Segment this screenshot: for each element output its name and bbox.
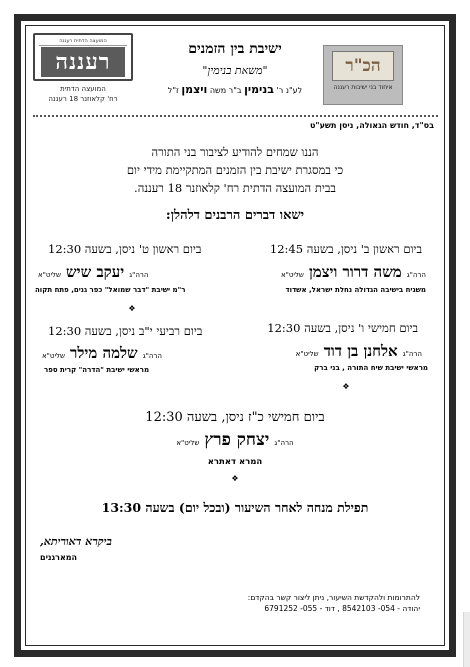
signature-organizers: המארגנים (40, 553, 78, 562)
lecture-4-where: מראשי ישיבת "הדרה" קרית ספר (44, 366, 150, 374)
intro-line-3: בבית המועצה הדתית רח' קלאוזנר 18 רעננה. (134, 181, 336, 195)
lectures-heading: ישאו דברים הרבנים דלהלן: (165, 208, 305, 223)
lecture-1-suffix: שליט"א (280, 271, 304, 279)
lecture-4-when: ביום רביעי י"ב ניסן, בשעה 12:30 (48, 324, 203, 338)
main-lecture-name: יצחק פרץ (204, 430, 270, 450)
diamond-ornament: ❖ (342, 382, 350, 391)
logo-plate-text: הכ"ר (332, 51, 394, 81)
logo-word: רעננה (41, 47, 125, 77)
lecture-3-suffix: שליט"א (295, 350, 319, 358)
lecture-2-speaker (38, 262, 228, 282)
lecture-4-prefix: הרה"ג (142, 352, 162, 360)
lecture-4-speaker (42, 343, 232, 363)
lecture-4-name: שלמה מילר (70, 344, 138, 362)
main-lecture-when: ביום חמישי כ"ז ניסן, בשעה 12:30 (145, 410, 325, 425)
logo-top-text: המועצה הדתית רעננה (39, 38, 127, 46)
logo-address: רח' קלאוזנר 18 רעננה (48, 95, 118, 103)
intro-line-2: כי במסגרת ישיבת בין הזמנים המתקיימת מידי יום (126, 163, 344, 177)
logo-plate-caption: איחוד בני ישיבות רעננה (333, 84, 393, 91)
contact-intro: להתרומות ולהקדשת השיעור, ניתן ליצור קשר בהקדם: (247, 593, 420, 602)
lecture-3-when: ביום חמישי ו' ניסן, בשעה 12:30 (267, 321, 418, 335)
main-lecture-prefix: הרה"ג (274, 439, 294, 447)
lecture-2-when: ביום ראשון ט' ניסן, בשעה 12:30 (48, 242, 202, 256)
signature-greeting: ביקרא דאוריתא, (40, 535, 112, 548)
main-lecture-suffix: שליט"א (176, 439, 200, 447)
lecture-3-where: מראשי ישיבת שיח התורה , בני ברק (314, 364, 428, 372)
memorial-prefix: לע"נ ר' (276, 86, 303, 95)
memorial-suffix: ז"ל (167, 86, 179, 95)
lecture-2-name: יעקב שיש (66, 263, 125, 281)
contact-phones: יהודה - 054- 8542103 , דוד - 055- 6791252 (264, 604, 420, 613)
lecture-1-speaker (236, 262, 426, 282)
lecture-4-suffix: שליט"א (42, 352, 65, 360)
memorial-middle: ב"ר משה (209, 86, 242, 95)
page-subtitle: "משאת בנימין" (202, 64, 268, 77)
page-title: ישיבת בין הזמנים (188, 41, 282, 57)
lecture-3-speaker (232, 341, 422, 361)
lecture-1-when: ביום ראשון ב' ניסן, בשעה 12:45 (269, 242, 422, 256)
main-lecture-title: המרא דאתרא (207, 457, 263, 467)
lecture-1-where: משגיח בישיבה הגדולה נחלת ישראל, אשדוד (285, 286, 426, 294)
diamond-ornament: ❖ (231, 474, 239, 483)
lecture-3-prefix: הרה"ג (402, 350, 422, 358)
lecture-3-name: אלחנן בן דוד (323, 342, 398, 360)
lecture-1-prefix: הרה"ג (406, 271, 426, 279)
date-line: בס"ד, חודש הגאולה, ניסן תשע"ט (309, 121, 434, 130)
memorial-name-last: ויצמן (181, 83, 208, 96)
lecture-1-name: משה דרור ויצמן (308, 263, 402, 281)
page-edge-shadow (463, 612, 470, 667)
lecture-2-where: ר"מ ישיבת "דבר שמואל" כפר גנים, פתח תקוה (35, 286, 186, 294)
lecture-2-prefix: הרה"ג (129, 271, 149, 279)
main-lecture-speaker (80, 430, 390, 450)
diamond-ornament: ❖ (128, 304, 136, 313)
logo-badge (33, 33, 133, 81)
memorial-dedication (140, 83, 330, 96)
intro-line-1: הננו שמחים להודיע לציבור בני התורה (151, 145, 319, 159)
religious-council-logo (33, 33, 133, 113)
prayer-notice: תפילת מנחה לאחר השיעור (ובכל יום) בשעה 13:30 (101, 500, 369, 515)
header-divider (33, 115, 438, 118)
memorial-name-first: בנימין (244, 83, 274, 96)
yeshiva-union-logo (323, 45, 403, 105)
lecture-2-suffix: שליט"א (38, 271, 61, 279)
logo-caption: המועצה הדתית (60, 85, 106, 93)
